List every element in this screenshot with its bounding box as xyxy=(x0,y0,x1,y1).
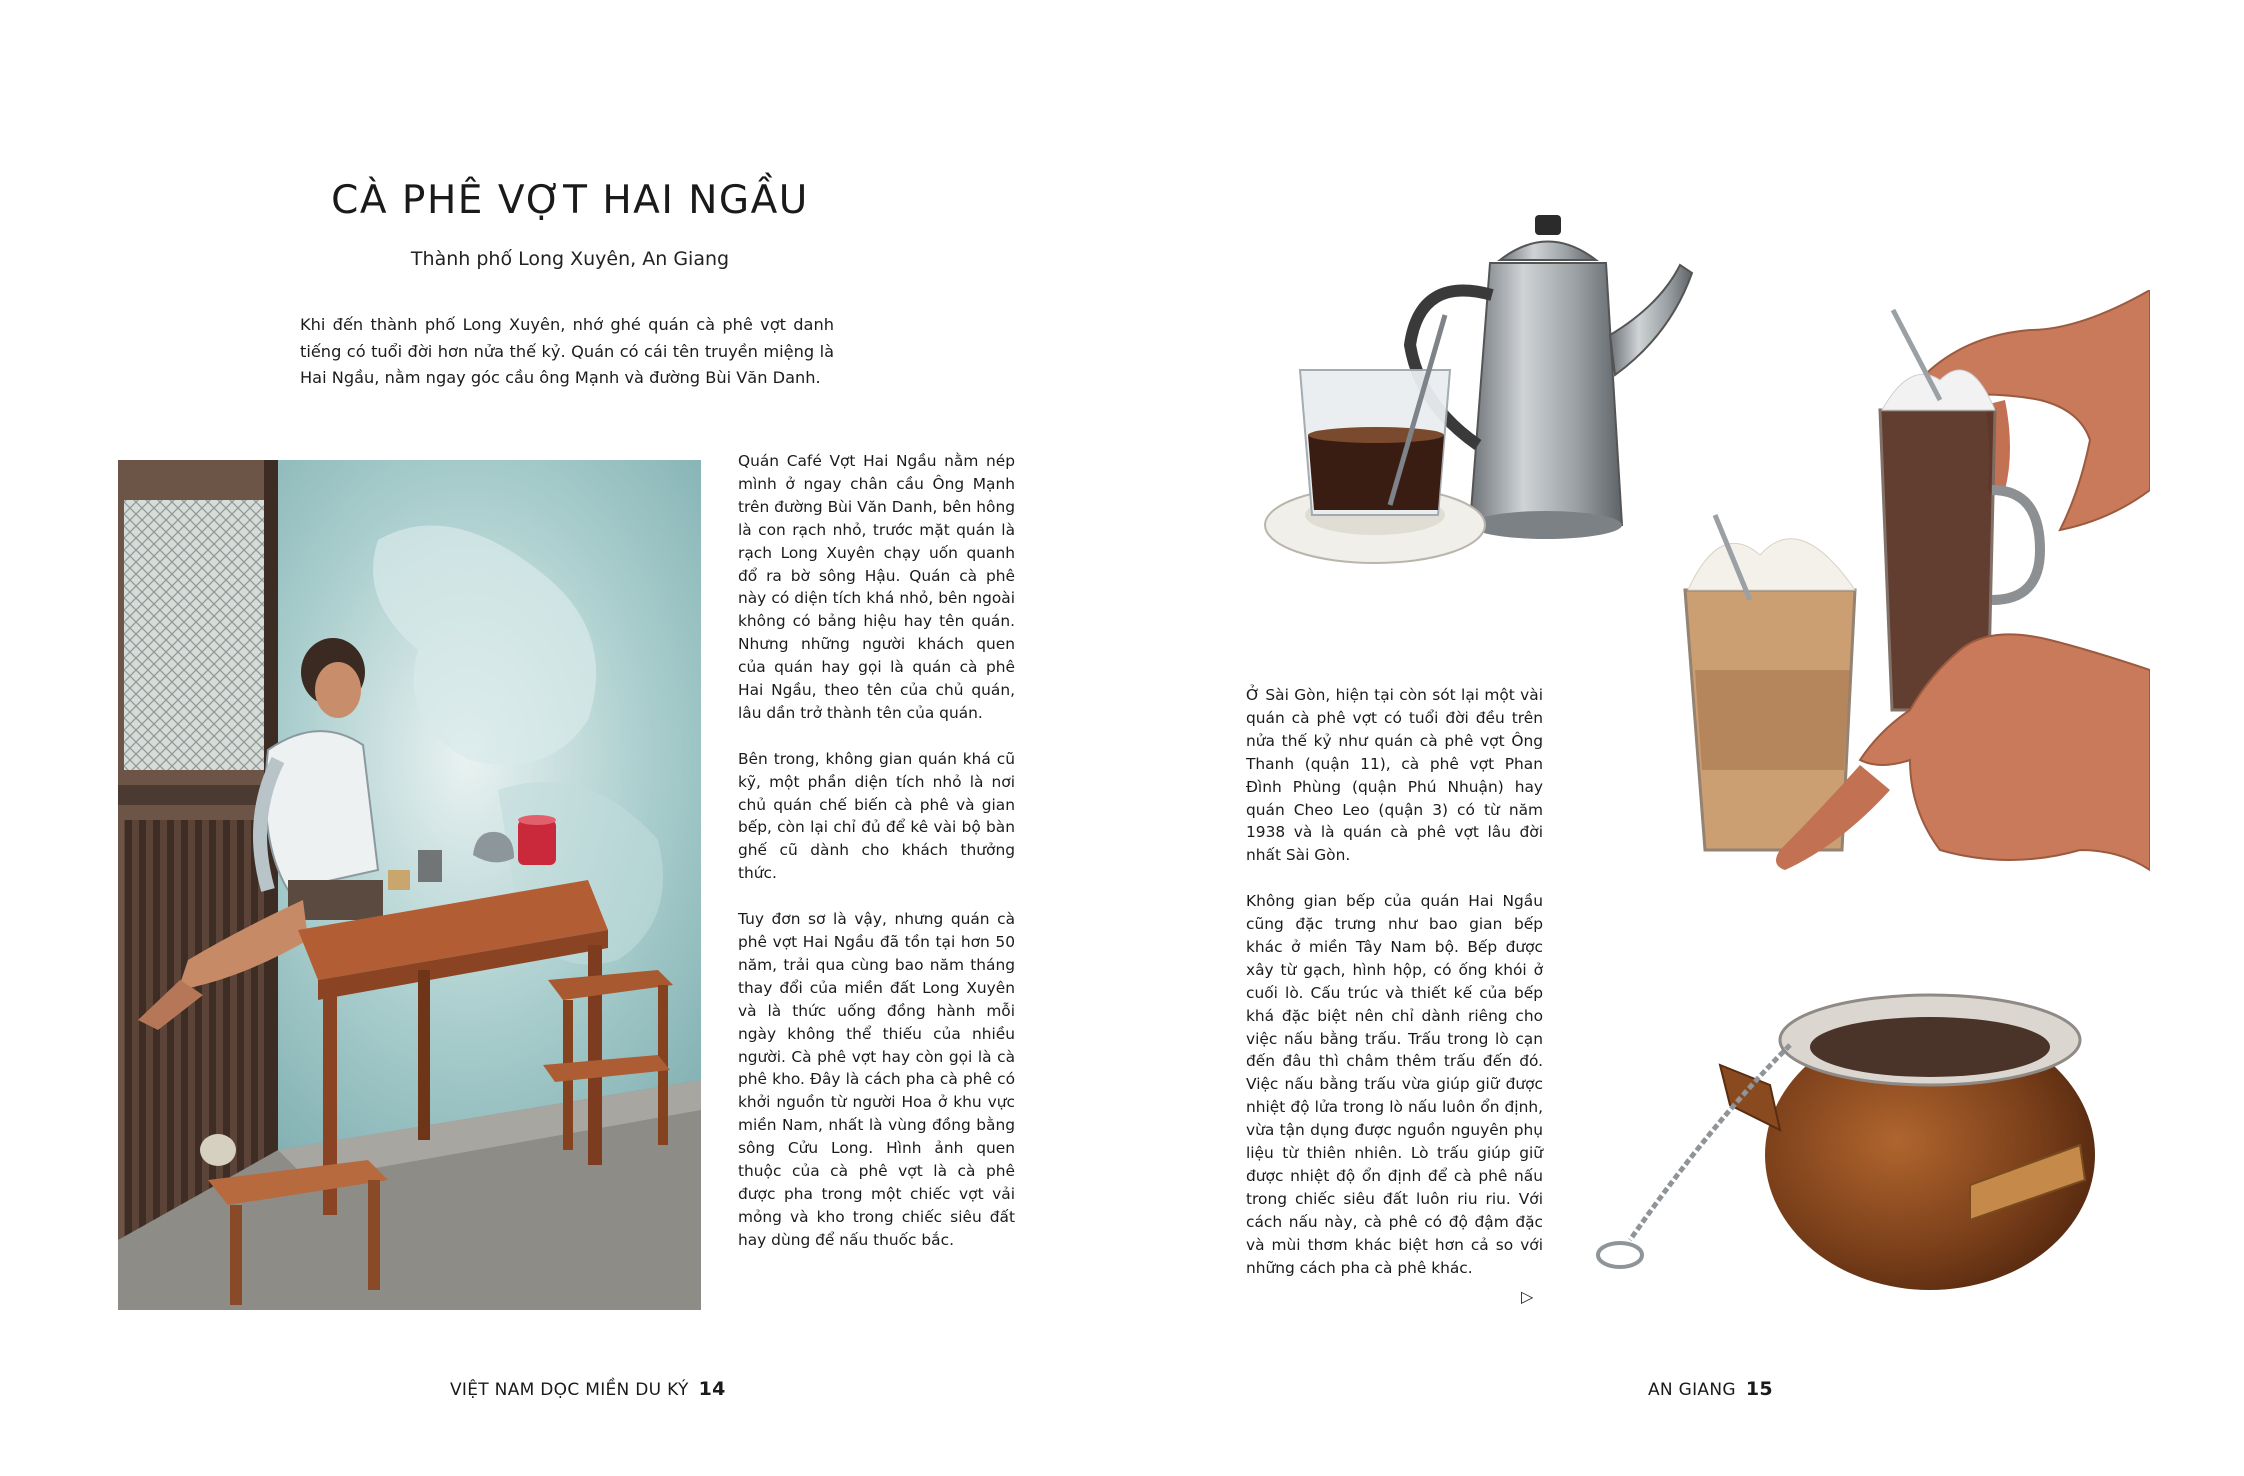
left-article-column xyxy=(738,450,1015,1275)
right-paragraph-1: Ở Sài Gòn, hiện tại còn sót lại một vài quán cà phê vợt có tuổi đời đều trên nửa thế kỷ như quán cà phê vợt Ông Thanh (quận 11), cà phê vợt Phan Đình Phùng (quận Phú Nhuận) hay quán Cheo Leo (quận 3) có từ năm 1938 và là quán cà phê vợt lâu đời nhất Sài Gòn. xyxy=(1246,686,1543,865)
left-footer-label: VIỆT NAM DỌC MIỀN DU KÝ xyxy=(450,1380,689,1400)
left-page-number: 14 xyxy=(698,1378,726,1400)
right-footer xyxy=(1648,1378,1773,1400)
right-article-column xyxy=(1246,684,1543,1302)
cafe-scene-illustration xyxy=(118,460,701,1310)
right-page-number: 15 xyxy=(1745,1378,1773,1400)
intro-paragraph: Khi đến thành phố Long Xuyên, nhớ ghé quán cà phê vợt danh tiếng có tuổi đời hơn nửa thế kỷ. Quán có cái tên truyền miệng là Hai Ngầu, nằm ngay góc cầu ông Mạnh và đường Bùi Văn Danh. xyxy=(300,315,834,387)
clay-pot-filter-illustration xyxy=(1590,955,2110,1295)
right-footer-label: AN GIANG xyxy=(1648,1380,1736,1400)
right-paragraph-2: Không gian bếp của quán Hai Ngầu cũng đặc trưng như bao gian bếp khác ở miền Tây Nam bộ. Bếp được xây từ gạch, hình hộp, có ống khói ở cuối lò. Cấu trúc và thiết kế của bếp khá đặc biệt nên chỉ dành riêng cho việc nấu bằng trấu. Trấu trong lò cạn đến đâu thì châm thêm trấu đến đó. Việc nấu bằng trấu vừa giúp giữ được nhiệt độ lửa trong lò nấu luôn ổn định, vừa tận dụng được nguồn nguyên phụ liệu từ thiên nhiên. Lò trấu giúp giữ được nhiệt độ ổn định để cà phê nấu trong chiếc siêu đất luôn riu riu. Với cách nấu này, cà phê có độ đậm đặc và mùi thơm khác biệt hơn cả so với những cách pha cà phê khác. xyxy=(1246,892,1543,1277)
iced-coffee-hands-illustration xyxy=(1610,290,2150,890)
continue-arrow-icon: ▷ xyxy=(1521,1287,1534,1306)
left-footer xyxy=(450,1378,726,1400)
left-paragraph-1: Quán Café Vợt Hai Ngầu nằm nép mình ở ngay chân cầu Ông Mạnh trên đường Bùi Văn Danh, bên hông là con rạch nhỏ, trước mặt quán là rạch Long Xuyên chạy uốn quanh đổ ra bờ sông Hậu. Quán cà phê này có diện tích khá nhỏ, bên ngoài không có bảng hiệu hay tên quán. Nhưng những người khách quen của quán hay gọi là quán cà phê Hai Ngầu, theo tên của chủ quán, lâu dần trở thành tên của quán. xyxy=(738,452,1015,722)
page-title: CÀ PHÊ VỢT HAI NGẦU xyxy=(331,178,809,223)
left-paragraph-2: Bên trong, không gian quán khá cũ kỹ, một phần diện tích nhỏ là nơi chủ quán chế biến cà phê và gian bếp, còn lại chỉ đủ để kê vài bộ bàn ghế cũ dành cho khách thưởng thức. xyxy=(738,749,1015,883)
left-paragraph-3: Tuy đơn sơ là vậy, nhưng quán cà phê vợt Hai Ngầu đã tồn tại hơn 50 năm, trải qua cùng bao năm tháng thay đổi của miền đất Long Xuyên và là thức uống đồng hành mỗi ngày không thể thiếu của nhiều người. Cà phê vợt hay còn gọi là cà phê kho. Đây là cách pha cà phê có khởi nguồn từ người Hoa ở khu vực miền Nam, nhất là vùng đồng bằng sông Cửu Long. Hình ảnh quen thuộc của cà phê vợt là cà phê được pha trong một chiếc vợt vải mỏng và kho trong chiếc siêu đất hay dùng để nấu thuốc bắc. xyxy=(738,910,1015,1249)
location-subtitle: Thành phố Long Xuyên, An Giang xyxy=(410,248,730,270)
